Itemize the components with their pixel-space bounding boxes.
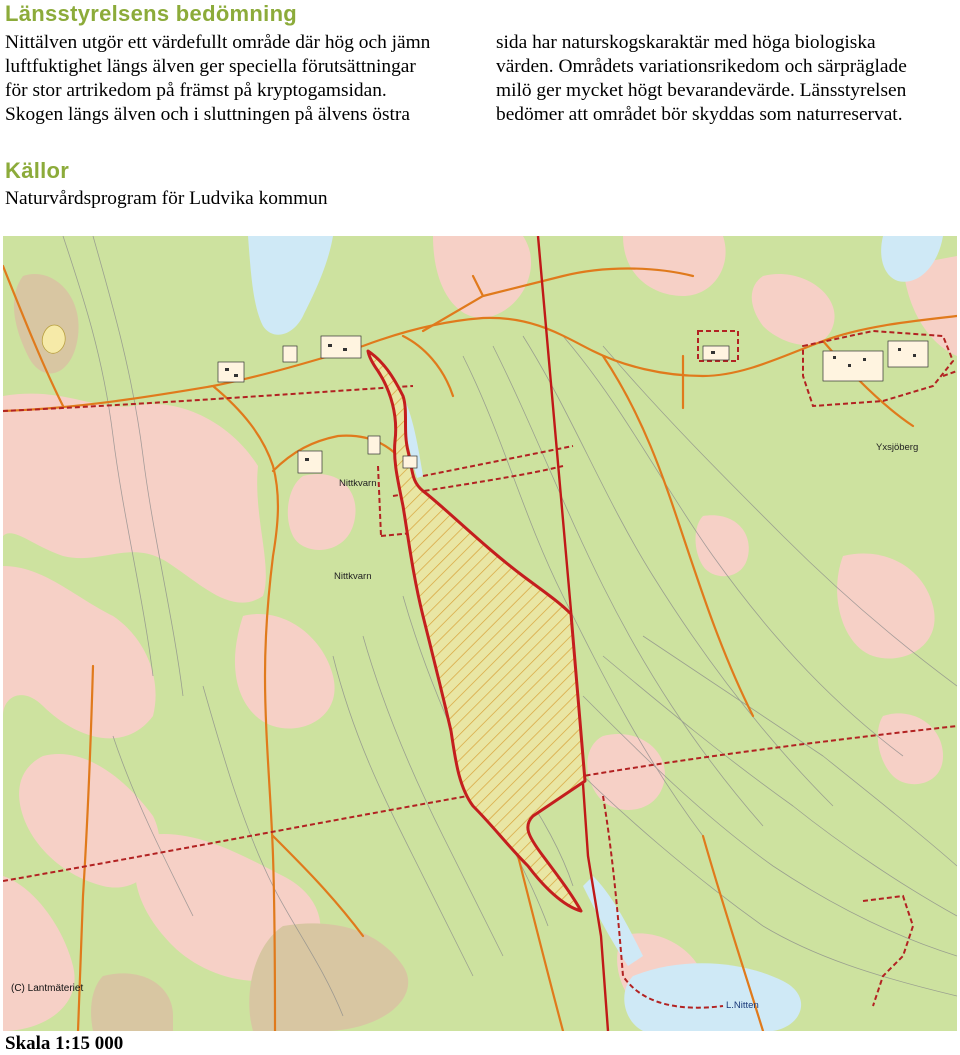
- assessment-right-line: sida har naturskogskaraktär med höga biologiska: [496, 32, 876, 53]
- map-copyright: (C) Lantmäteriet: [11, 983, 84, 994]
- place-label-nittkvarn: Nittkvarn: [339, 478, 377, 489]
- sources-heading: Källor: [5, 158, 70, 183]
- assessment-left-line: Skogen längs älven och i sluttningen på älvens östra: [5, 104, 410, 125]
- place-label-yxsjoberg: Yxsjöberg: [876, 442, 919, 453]
- assessment-left-line: luftfuktighet längs älven ger speciella förutsättningar: [5, 56, 416, 77]
- place-label-nittkvarn-lower: Nittkvarn: [334, 571, 372, 582]
- map-scale: Skala 1:15 000: [5, 1033, 124, 1054]
- lake-label: L.Nitten: [726, 1000, 759, 1011]
- assessment-left-line: Nittälven utgör ett värdefullt område där hög och jämn: [5, 32, 431, 53]
- map-canvas: [3, 236, 957, 1031]
- assessment-right-line: milö ger mycket högt bevarandevärde. Länsstyrelsen: [496, 80, 907, 101]
- assessment-left-line: för stor artrikedom på främst på kryptogamsidan.: [5, 80, 387, 101]
- sources-text: Naturvårdsprogram för Ludvika kommun: [5, 188, 328, 209]
- assessment-heading: Länsstyrelsens bedömning: [5, 1, 298, 26]
- assessment-right-line: värden. Områdets variationsrikedom och särpräglade: [496, 56, 907, 77]
- assessment-right-line: bedömer att området bör skyddas som naturreservat.: [496, 104, 903, 125]
- reserve-map: [3, 236, 957, 1031]
